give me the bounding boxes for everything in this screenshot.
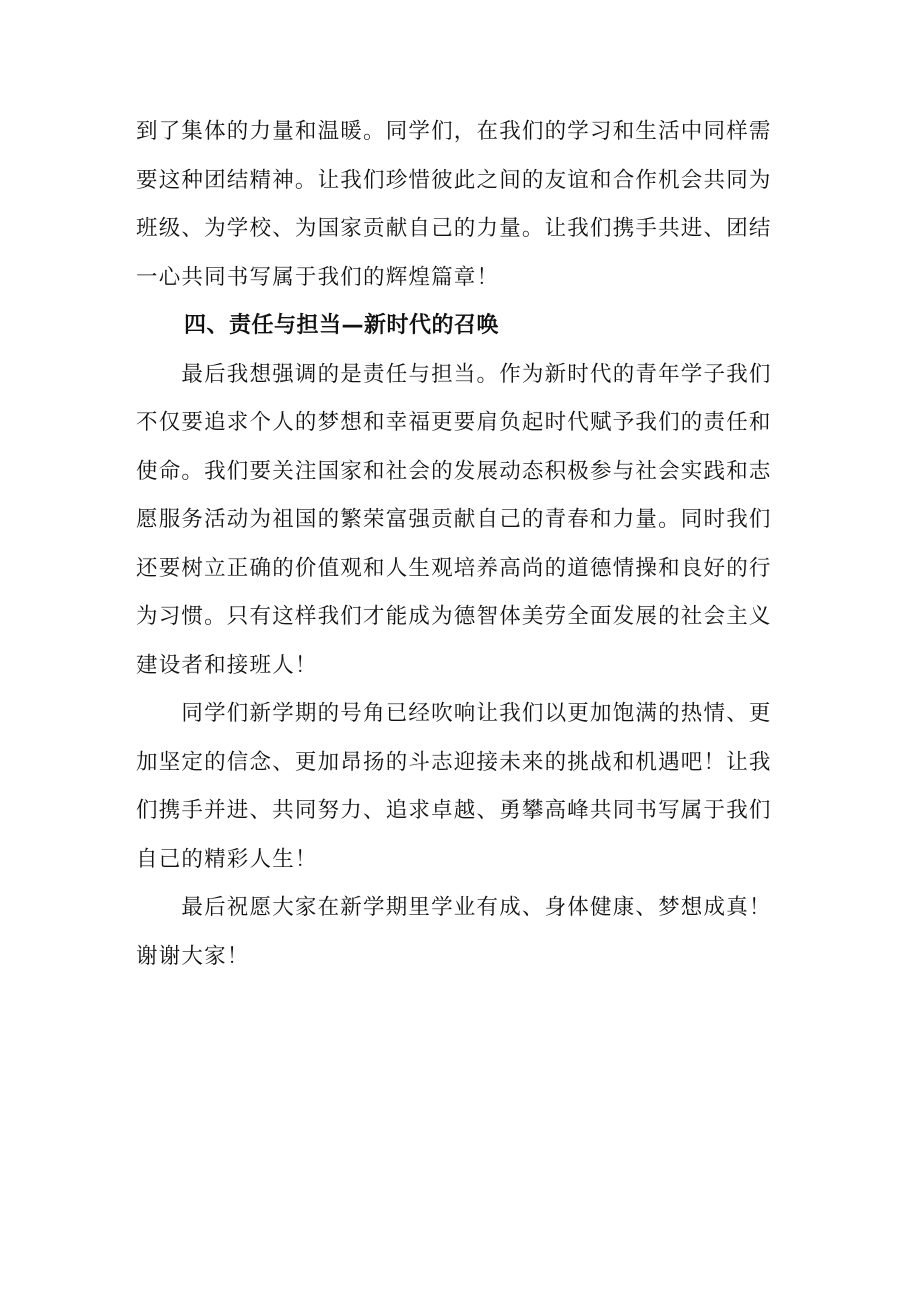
document-body: [136, 108, 786, 981]
closing-paragraph: [136, 884, 786, 981]
paragraph-line: 自己的精彩人生！: [136, 846, 318, 872]
paragraph-line: 建设者和接班人！: [136, 652, 318, 678]
paragraph-line: 一心共同书写属于我们的辉煌篇章！: [136, 264, 500, 290]
paragraph-line: 谢谢大家！: [136, 943, 250, 969]
paragraph-line: 班级、为学校、为国家贡献自己的力量。让我们携手共进、团结: [136, 216, 772, 241]
paragraph-line: 愿服务活动为祖国的繁荣富强贡献自己的青春和力量。同时我们: [136, 507, 772, 532]
responsibility-paragraph: [136, 351, 786, 691]
paragraph-line: 不仅要追求个人的梦想和幸福更要肩负起时代赋予我们的责任和: [136, 410, 772, 435]
section-heading: 四、责任与担当—新时代的召唤: [184, 313, 500, 338]
paragraph-line: 使命。我们要关注国家和社会的发展动态积极参与社会实践和志: [136, 458, 772, 484]
paragraph-line: 最后我想强调的是责任与担当。作为新时代的青年学子我们: [136, 361, 772, 387]
paragraph-line: 最后祝愿大家在新学期里学业有成、身体健康、梦想成真！: [136, 895, 772, 920]
paragraph-line: 同学们新学期的号角已经吹响让我们以更加饱满的热情、更: [136, 701, 772, 726]
paragraph-line: 加坚定的信念、更加昂扬的斗志迎接未来的挑战和机遇吧！让我: [136, 749, 772, 775]
call-to-action-paragraph: [136, 690, 786, 884]
paragraph-line: 为习惯。只有这样我们才能成为德智体美劳全面发展的社会主义: [136, 604, 772, 629]
paragraph-line: 要这种团结精神。让我们珍惜彼此之间的友谊和合作机会共同为: [136, 167, 772, 193]
paragraph-line: 到了集体的力量和温暖。同学们，在我们的学习和生活中同样需: [136, 119, 772, 144]
paragraph-line: 们携手并进、共同努力、追求卓越、勇攀高峰共同书写属于我们: [136, 798, 772, 823]
paragraph-line: 还要树立正确的价值观和人生观培养高尚的道德情操和良好的行: [136, 555, 772, 581]
intro-paragraph: [136, 108, 786, 302]
